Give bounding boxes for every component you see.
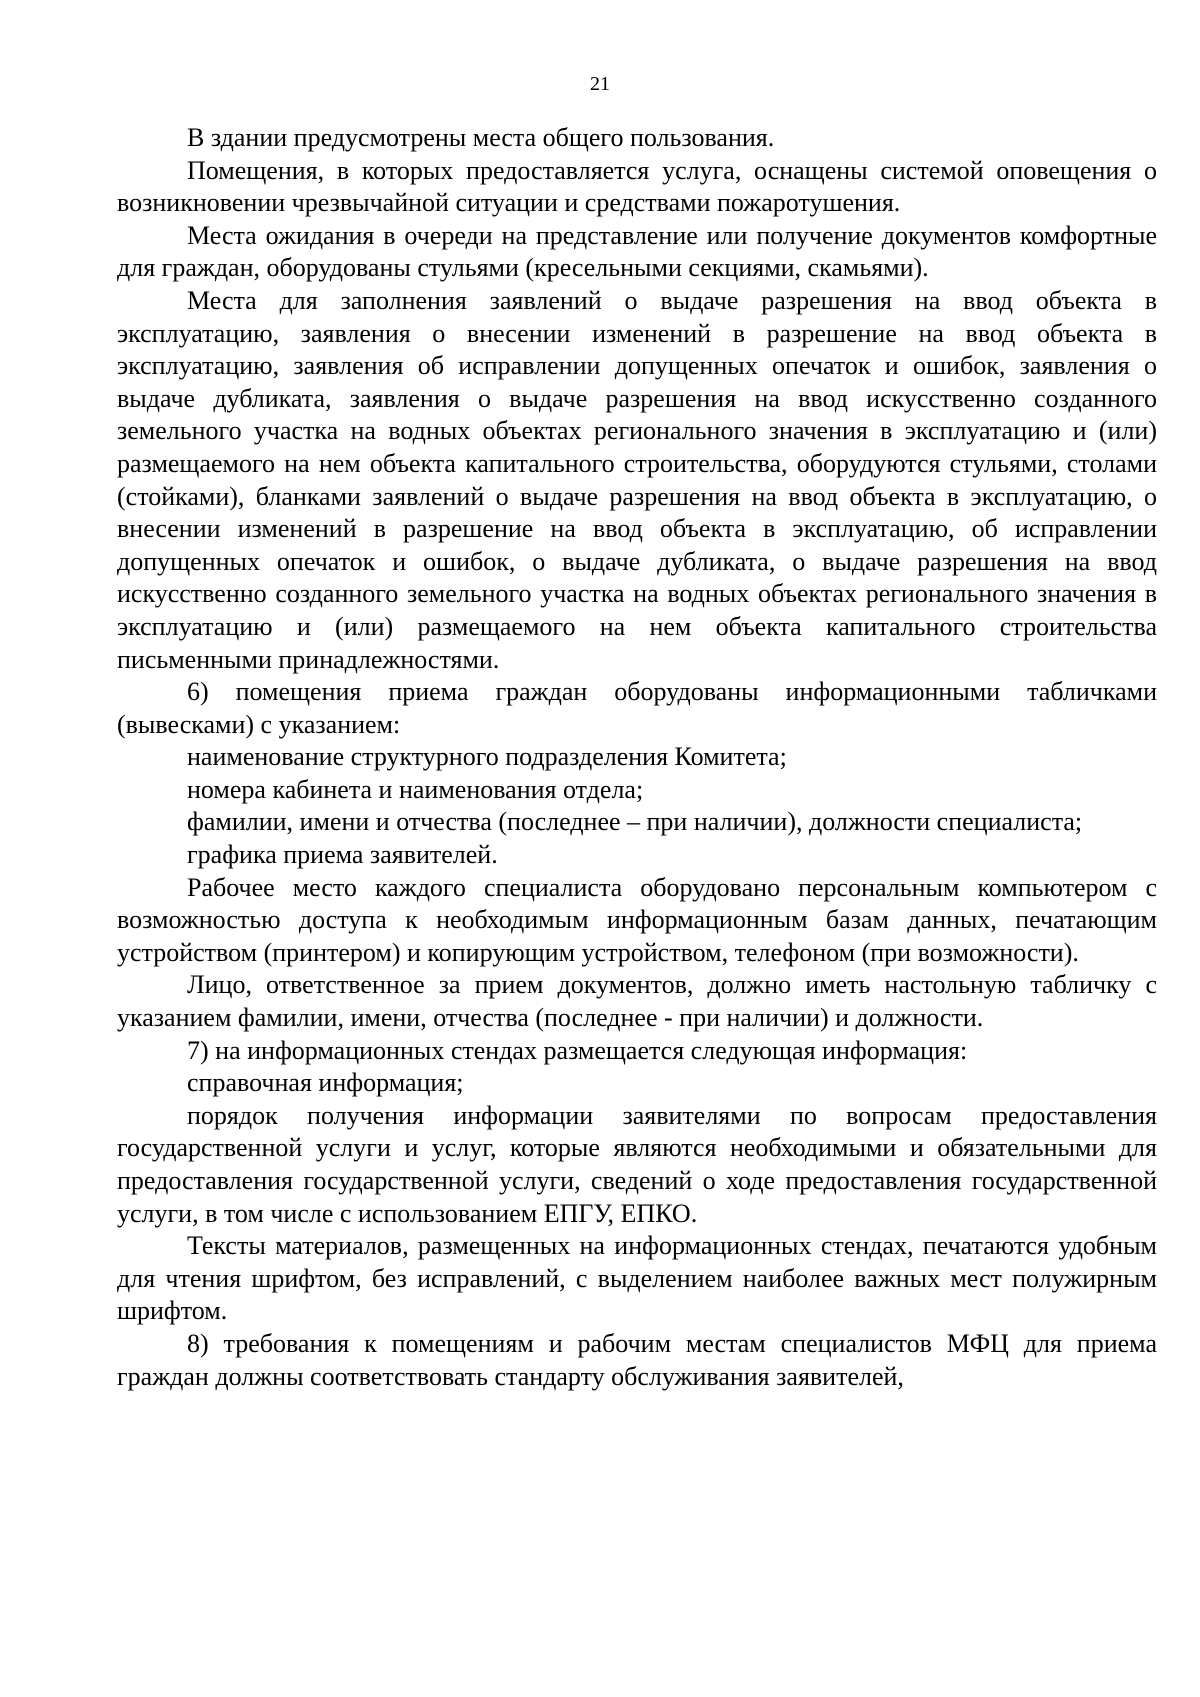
paragraph-schedule: графика приема заявителей. — [187, 840, 498, 870]
paragraph-item-7: 7) на информационных стендах размещается следующая информация: — [187, 1035, 968, 1065]
paragraph-alert-system: Помещения, в которых предоставляется услуга, оснащены системой оповещения о возникновении чрезвычайной ситуации и средствами пожаротушения. — [117, 155, 1157, 218]
paragraph-subdivision-name: наименование структурного подразделения Комитета; — [187, 742, 787, 772]
paragraph-workplace: Рабочее место каждого специалиста оборудовано персональным компьютером с возможностью доступа к необходимым информационным базам данных, печатающим устройством (принтером) и копирующим устройством, телефоном (при возможности). — [117, 872, 1157, 967]
document-body — [117, 122, 1157, 1393]
paragraph-reference-info: справочная информация; — [187, 1068, 464, 1098]
paragraph-info-procedure: порядок получения информации заявителями по вопросам предоставления государственной услуги и услуг, которые являются необходимыми и обязательными для предоставления государственной услуги, сведений о ходе предоставления государственной услуги, в том числе с использованием ЕПГУ, ЕПКО. — [117, 1100, 1157, 1228]
paragraph-waiting-areas: Места ожидания в очереди на представление или получение документов комфортные для граждан, оборудованы стульями (кресельными секциями, скамьями). — [117, 220, 1157, 283]
page-number: 21 — [590, 73, 610, 95]
paragraph-stand-texts: Тексты материалов, размещенных на информационных стендах, печатаются удобным для чтения шрифтом, без исправлений, с выделением наиболее важных мест полужирным шрифтом. — [117, 1231, 1157, 1326]
paragraph-item-8: 8) требования к помещениям и рабочим местам специалистов МФЦ для приема граждан должны соответствовать стандарту обслуживания заявителей, — [117, 1328, 1157, 1391]
paragraph-common-areas: В здании предусмотрены места общего пользования. — [187, 123, 775, 152]
paragraph-item-6: 6) помещения приема граждан оборудованы информационными табличками (вывесками) с указанием: — [117, 677, 1157, 739]
paragraph-responsible-person: Лицо, ответственное за прием документов, должно иметь настольную табличку с указанием фамилии, имени, отчества (последнее - при наличии) и должности. — [117, 970, 1157, 1033]
paragraph-application-areas: Места для заполнения заявлений о выдаче разрешения на ввод объекта в эксплуатацию, заявления о внесении изменений в разрешение на ввод объекта в эксплуатацию, заявления об исправлении допущенных опечаток и ошибок, заявления о выдаче дубликата, заявления о выдаче разрешения на ввод искусственно созданного земельного участка на водных объектах регионального значения в эксплуатацию и (или) размещаемого на нем объекта капитального строительства, оборудуются стульями, столами (стойками), бланками заявлений о выдаче разрешения на ввод объекта в эксплуатацию, о внесении изменений в разрешение на ввод объекта в эксплуатацию, об исправлении допущенных опечаток и ошибок, о выдаче дубликата, о выдаче разрешения на ввод искусственно созданного земельного участка на водных объектах регионального значения в эксплуатацию и (или) размещаемого на нем объекта капитального строительства письменными принадлежностями. — [117, 285, 1157, 674]
paragraph-office-number: номера кабинета и наименования отдела; — [187, 774, 644, 804]
paragraph-specialist-name: фамилии, имени и отчества (последнее – при наличии), должности специалиста; — [187, 807, 1083, 837]
